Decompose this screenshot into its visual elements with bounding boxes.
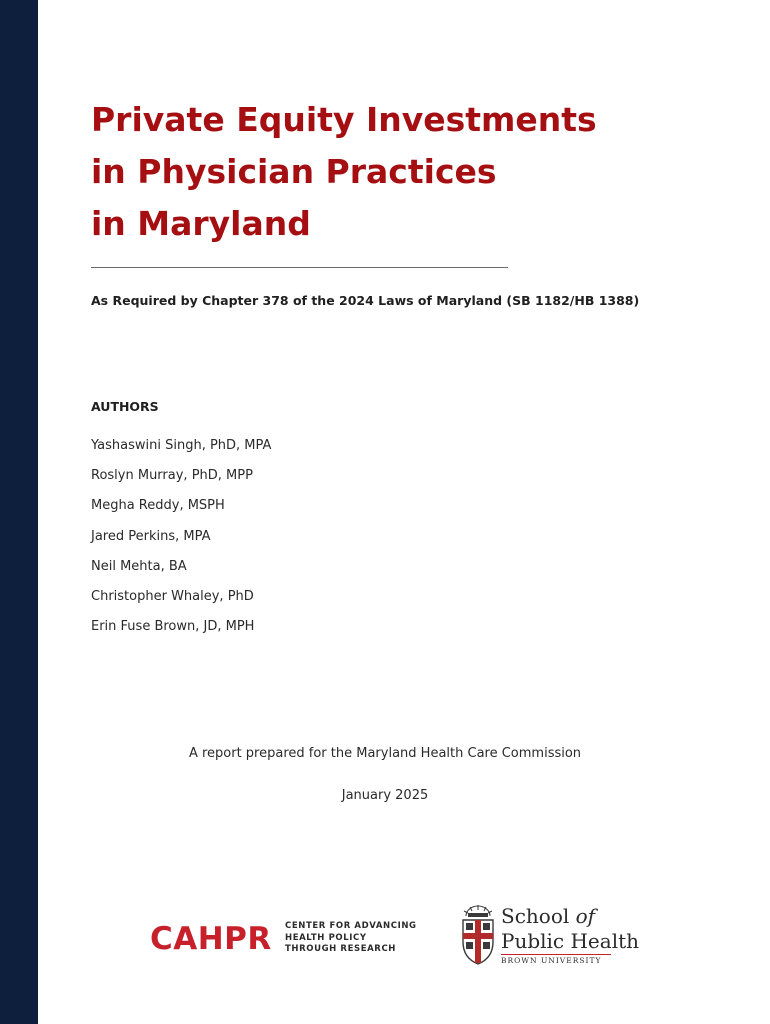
sph-public-health-line: Public Health xyxy=(501,929,640,953)
prepared-for-statement: A report prepared for the Maryland Health Care Commission xyxy=(188,746,582,761)
author-item: Roslyn Murray, PhD, MPP xyxy=(91,468,253,484)
report-subtitle: As Required by Chapter 378 of the 2024 Laws of Maryland (SB 1182/HB 1388) xyxy=(91,293,640,308)
sph-school-text: School xyxy=(501,904,576,928)
cahpr-wordmark: CAHPR xyxy=(150,921,272,957)
author-item: Erin Fuse Brown, JD, MPH xyxy=(91,619,255,635)
cahpr-tagline-line: HEALTH POLICY xyxy=(285,932,367,943)
side-band xyxy=(0,0,38,1024)
author-list xyxy=(91,431,271,642)
report-date: January 2025 xyxy=(341,788,429,803)
brown-sph-logo xyxy=(460,902,640,968)
author-item: Neil Mehta, BA xyxy=(91,558,187,574)
report-title-line-3: in Maryland xyxy=(91,204,311,243)
cahpr-logo xyxy=(150,918,417,962)
author-item: Jared Perkins, MPA xyxy=(91,528,211,544)
author-item: Christopher Whaley, PhD xyxy=(91,588,254,604)
cahpr-tagline xyxy=(285,921,417,956)
author-item: Megha Reddy, MSPH xyxy=(91,498,225,514)
sph-university-name: BROWN UNIVERSITY xyxy=(501,956,602,965)
cahpr-tagline-line: CENTER FOR ADVANCING xyxy=(285,921,417,931)
sph-of-text: of xyxy=(575,904,596,928)
report-title-line-2: in Physician Practices xyxy=(91,152,497,191)
sph-school-of-line xyxy=(501,904,595,928)
cahpr-tagline-line: THROUGH RESEARCH xyxy=(285,944,396,954)
authors-heading: AUTHORS xyxy=(91,399,159,414)
title-divider xyxy=(91,267,508,268)
author-item: Yashaswini Singh, PhD, MPA xyxy=(91,438,272,453)
brown-university-shield-icon xyxy=(460,902,496,966)
report-title-line-1: Private Equity Investments xyxy=(91,100,597,139)
sph-divider xyxy=(501,954,611,955)
report-title xyxy=(91,94,711,250)
